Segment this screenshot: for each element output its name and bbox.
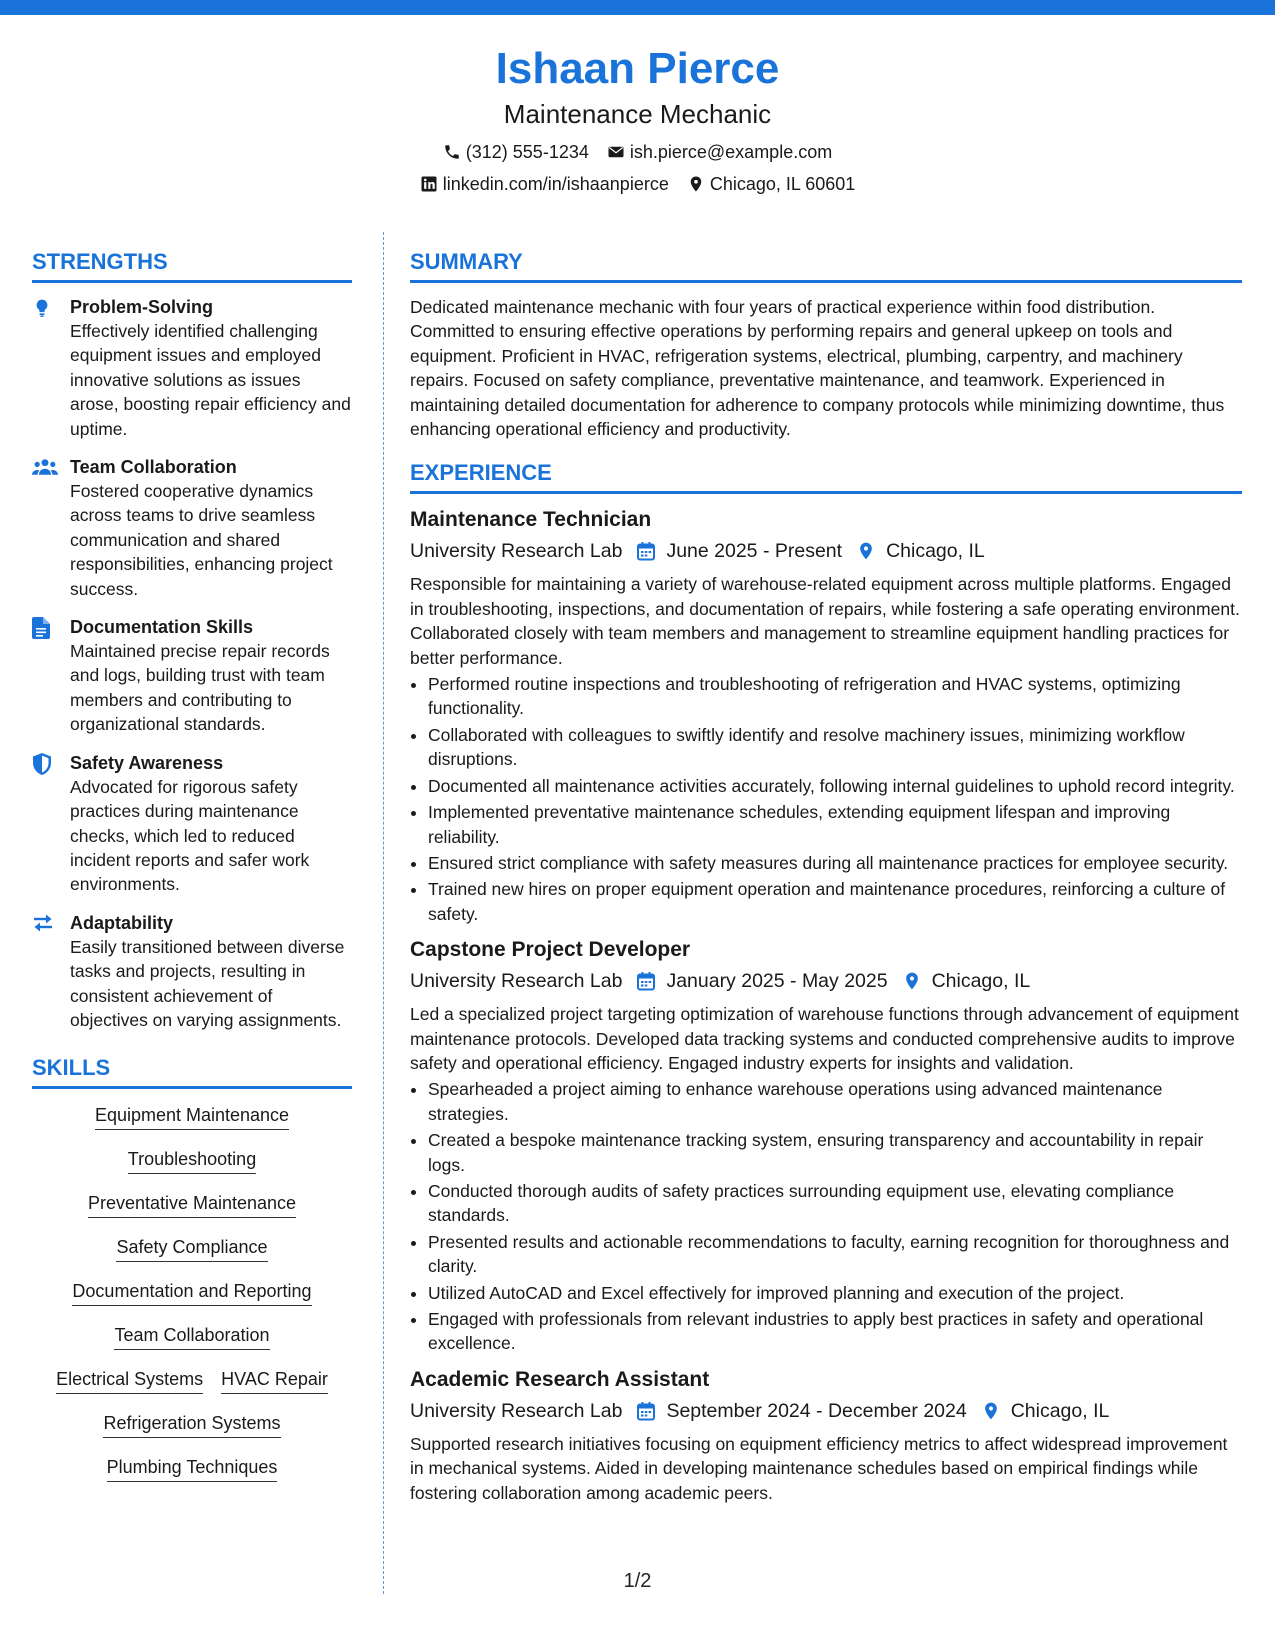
top-accent-bar	[0, 0, 1275, 15]
linkedin-text[interactable]: linkedin.com/in/ishaanpierce	[442, 174, 669, 194]
strength-item	[32, 295, 352, 441]
bullet-item: • Trained new hires on proper equipment operation and maintenance procedures, reinforcing a culture of safety.	[428, 877, 1242, 926]
skill-tag: Team Collaboration	[114, 1323, 269, 1350]
calendar-icon	[636, 971, 656, 991]
strength-desc: Advocated for rigorous safety practices during maintenance checks, which led to reduced incident reports and safer work environments.	[70, 776, 310, 895]
strength-desc: Fostered cooperative dynamics across teams to drive seamless communication and shared responsibilities, enhancing project success.	[70, 481, 333, 599]
job-bullets	[410, 1077, 1242, 1355]
job-meta	[410, 536, 1242, 566]
map-pin-icon	[981, 1401, 1001, 1421]
map-pin-icon	[856, 541, 876, 561]
strength-title: Safety Awareness	[70, 752, 224, 773]
job-dates: September 2024 - December 2024	[666, 1399, 967, 1422]
skill-tag: Troubleshooting	[128, 1147, 256, 1174]
job-location: Chicago, IL	[886, 540, 985, 563]
job-meta	[410, 966, 1242, 996]
calendar-icon	[636, 541, 656, 561]
summary-title: SUMMARY	[410, 248, 1242, 283]
envelope-icon	[607, 143, 625, 161]
bullet-item: • Implemented preventative maintenance schedules, extending equipment lifespan and improving reliability.	[428, 800, 1242, 849]
strength-title: Problem-Solving	[70, 297, 214, 317]
strength-item	[32, 911, 352, 1033]
bullet-item: • Created a bespoke maintenance tracking system, ensuring transparency and accountability in repair logs.	[428, 1128, 1242, 1177]
bullet-item: • Ensured strict compliance with safety measures during all maintenance practices for employee security.	[428, 851, 1242, 875]
job-dates: January 2025 - May 2025	[666, 970, 888, 993]
job-bullets	[410, 672, 1242, 926]
job-title: Maintenance Technician	[410, 508, 652, 532]
document-icon	[32, 615, 70, 737]
strength-desc: Easily transitioned between diverse tasks and projects, resulting in consistent achievement of objectives on varying assignments.	[70, 936, 345, 1030]
summary-text: Dedicated maintenance mechanic with four years of practical experience within food distribution. Committed to ensuring effective operations by performing repairs and general upkeep on tools and equipment. Proficient in HVAC, refrigeration systems, electrical, plumbing, carpentry, and machinery repairs. Focused on safety compliance, preventative maintenance, and teamwork. Experienced in maintaining detailed documentation for adherence to company protocols while minimizing downtime, thus enhancing operational efficiency and productivity.	[410, 297, 1225, 440]
bullet-item: • Utilized AutoCAD and Excel effectively for improved planning and execution of the project.	[428, 1281, 1242, 1305]
strength-title: Team Collaboration	[70, 457, 237, 478]
bullet-item: • Spearheaded a project aiming to enhance warehouse operations using advanced maintenance strategies.	[428, 1077, 1242, 1126]
contact-row-2	[0, 172, 1275, 196]
shield-icon	[32, 751, 70, 897]
bullet-item: • Documented all maintenance activities accurately, following internal guidelines to uphold record integrity.	[428, 774, 1242, 798]
job-description: Supported research initiatives focusing on equipment efficiency metrics to affect widespread improvement in mechanical systems. Aided in developing maintenance schedules based on empirical findings while fostering collaboration among academic peers.	[410, 1433, 1228, 1503]
contact-row-1	[0, 140, 1275, 164]
bullet-item: • Presented results and actionable recommendations to faculty, earning recognition for thoroughness and clarity.	[428, 1230, 1242, 1279]
strengths-title: STRENGTHS	[32, 248, 352, 283]
lightbulb-icon	[32, 295, 70, 441]
job-meta	[410, 1396, 1242, 1426]
strength-desc: Maintained precise repair records and logs, building trust with team members and contributing to organizational standards.	[70, 641, 330, 735]
skill-tag: Refrigeration Systems	[103, 1411, 280, 1438]
map-pin-icon	[687, 175, 705, 193]
job-org: University Research Lab	[410, 970, 623, 993]
strength-item	[32, 615, 352, 737]
skill-tag: Safety Compliance	[116, 1235, 267, 1262]
right-column	[410, 248, 1242, 1515]
job-title: Capstone Project Developer	[410, 938, 691, 962]
skill-tag: HVAC Repair	[221, 1367, 328, 1394]
strength-item	[32, 455, 352, 601]
resume-header	[0, 40, 1275, 196]
phone-icon	[443, 143, 461, 161]
job-description: Led a specialized project targeting optimization of warehouse functions through advancement of equipment maintenance protocols. Developed data tracking systems and conducted comprehensive audits to improve safety and operational efficiency. Engaged industry experts for insights and validation.	[410, 1004, 1239, 1073]
column-divider	[383, 232, 384, 1594]
skill-tag: Documentation and Reporting	[72, 1279, 311, 1306]
job-entry	[410, 936, 1242, 1356]
job-entry	[410, 1366, 1242, 1505]
experience-title: EXPERIENCE	[410, 459, 1242, 494]
job-location: Chicago, IL	[1010, 1399, 1110, 1422]
contact-location	[687, 172, 855, 196]
left-column	[32, 248, 352, 1499]
skill-tag: Preventative Maintenance	[88, 1191, 296, 1218]
candidate-name: Ishaan Pierce	[495, 44, 780, 93]
location-text: Chicago, IL 60601	[709, 174, 856, 194]
bullet-item: • Engaged with professionals from relevant industries to apply best practices in safety and operational excellence.	[428, 1307, 1242, 1356]
arrows-exchange-icon	[32, 911, 70, 1033]
job-org: University Research Lab	[410, 540, 623, 563]
map-pin-icon	[902, 971, 922, 991]
bullet-item: • Performed routine inspections and troubleshooting of refrigeration and HVAC systems, optimizing functionality.	[428, 672, 1242, 721]
skill-tag: Plumbing Techniques	[107, 1455, 278, 1482]
email-text[interactable]: ish.pierce@example.com	[629, 142, 833, 162]
job-entry	[410, 506, 1242, 926]
contact-phone	[443, 140, 589, 164]
linkedin-icon	[420, 175, 438, 193]
skills-list	[32, 1101, 352, 1482]
calendar-icon	[636, 1401, 656, 1421]
page-number: 1/2	[623, 1570, 652, 1592]
strength-title: Adaptability	[70, 912, 174, 933]
strength-desc: Effectively identified challenging equipment issues and employed innovative solutions as issues arose, boosting repair efficiency and uptime.	[70, 321, 351, 439]
job-dates: June 2025 - Present	[666, 540, 843, 563]
phone-text: (312) 555-1234	[465, 142, 589, 162]
users-icon	[32, 455, 70, 601]
job-title: Academic Research Assistant	[410, 1367, 710, 1391]
bullet-item: • Conducted thorough audits of safety practices surrounding equipment use, elevating compliance standards.	[428, 1179, 1242, 1228]
strength-title: Documentation Skills	[70, 617, 254, 638]
job-description: Responsible for maintaining a variety of warehouse-related equipment across multiple platforms. Engaged in troubleshooting, inspections, and documentation of repairs, while fostering a safe operating environment. Collaborated closely with team members and management to streamline equipment handling practices for better performance.	[410, 574, 1240, 668]
contact-email[interactable]	[607, 140, 832, 164]
skills-title: SKILLS	[32, 1054, 352, 1089]
bullet-item: • Collaborated with colleagues to swiftly identify and resolve machinery issues, minimizing workflow disruptions.	[428, 723, 1242, 772]
job-location: Chicago, IL	[931, 970, 1031, 993]
skill-tag: Equipment Maintenance	[95, 1103, 289, 1130]
skill-tag: Electrical Systems	[56, 1367, 203, 1394]
job-org: University Research Lab	[410, 1399, 623, 1422]
candidate-role: Maintenance Mechanic	[503, 99, 772, 129]
strength-item	[32, 751, 352, 897]
contact-linkedin[interactable]	[420, 172, 669, 196]
